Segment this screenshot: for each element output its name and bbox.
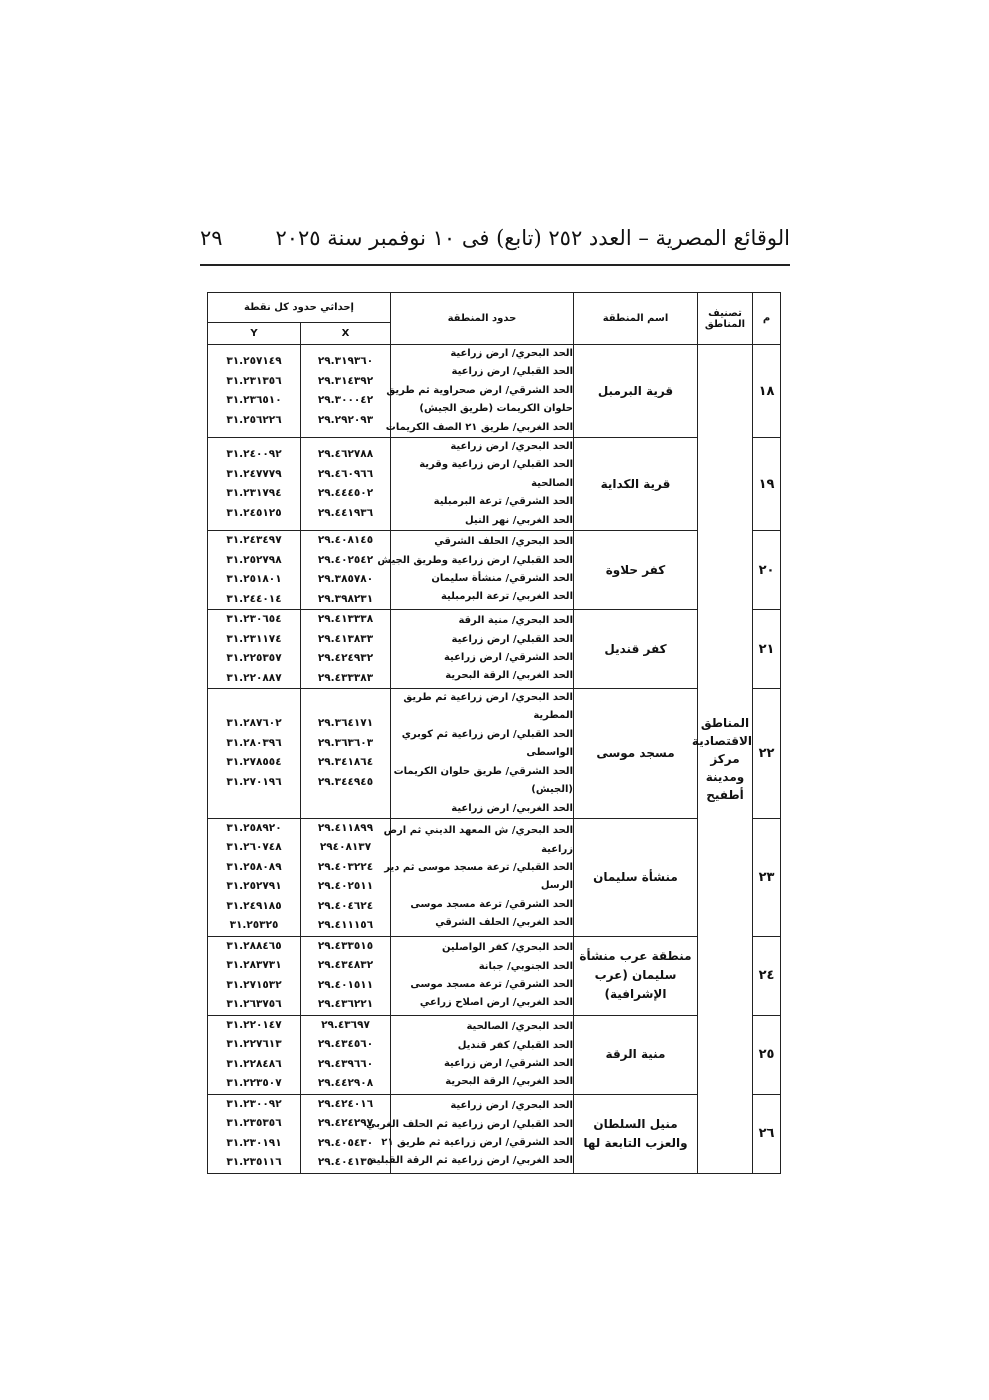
table-row bbox=[208, 610, 781, 689]
bound-line: الحد القبلي/ ارض زراعية bbox=[451, 366, 573, 378]
x-value: ٢٩.٤٣٣٥١٥ bbox=[317, 939, 374, 952]
table-row bbox=[208, 1094, 781, 1173]
x-value: ٢٩.٤٠٥٤٣٠ bbox=[317, 1136, 374, 1149]
x-coords bbox=[301, 689, 391, 819]
y-coords bbox=[208, 345, 301, 438]
bound-line: الحد الشرقي/ ارض زراعية ثم طريق ٢١ bbox=[381, 1136, 573, 1148]
y-value: ٣١.٢٤٤٠١٤ bbox=[226, 592, 282, 605]
x-value: ٢٩.٣٨٥٧٨٠ bbox=[317, 573, 374, 586]
x-coords bbox=[301, 438, 391, 531]
bound-line: الحد البحري/ الحلف الشرقي bbox=[434, 536, 573, 548]
bound-line: الصالحية bbox=[531, 477, 573, 489]
y-value: ٣١.٢٥٨٠٨٩ bbox=[226, 860, 282, 873]
region-bounds bbox=[391, 610, 574, 689]
x-value: ٢٩.٤٤٢٩٠٨ bbox=[317, 1077, 374, 1090]
table-row bbox=[208, 1015, 781, 1094]
bound-line: الحد الشرقي/ ترعة البرمبلية bbox=[433, 496, 573, 508]
region-bounds bbox=[383, 818, 574, 936]
bound-line: الحد البحري/ ارض زراعية bbox=[450, 1100, 573, 1112]
x-value: ٢٩.٣٤٤٩٤٥ bbox=[317, 775, 374, 788]
region-name: مسجد موسى bbox=[574, 689, 698, 819]
y-value: ٣١.٢٤٩١٨٥ bbox=[226, 899, 282, 912]
bound-line: الحد القبلي/ كفر قنديل bbox=[457, 1039, 573, 1051]
bound-line: الحد القبلي/ ارض زراعية bbox=[451, 633, 573, 645]
y-value: ٣١.٢٤٧٧٧٩ bbox=[226, 467, 282, 480]
bound-line: الحد الشرقي/ ارض زراعية bbox=[443, 1057, 573, 1069]
row-number: ٢٣ bbox=[753, 818, 781, 936]
x-value: ٢٩.٤٠٣٢٢٤ bbox=[317, 860, 374, 873]
x-coords bbox=[301, 345, 391, 438]
y-coords bbox=[208, 689, 301, 819]
bound-line: الحد الشرقي/ ارض زراعية bbox=[443, 652, 573, 664]
y-value: ٣١.٢٥٧١٤٩ bbox=[226, 355, 282, 368]
bound-line: الحد الغربي/ ارض اصلاح زراعي bbox=[419, 997, 573, 1009]
y-value: ٣١.٢٨٠٣٩٦ bbox=[226, 736, 282, 749]
x-coords bbox=[301, 610, 391, 689]
x-value: ٢٩.٤٠٢٥١١ bbox=[317, 880, 374, 893]
x-value: ٢٩.٤٤١٩٣٦ bbox=[317, 506, 374, 519]
row-number: ٢٦ bbox=[753, 1094, 781, 1173]
region-bounds bbox=[391, 438, 574, 531]
table-row bbox=[208, 345, 781, 438]
row-number: ٢٥ bbox=[753, 1015, 781, 1094]
y-value: ٣١.٢٧٠١٩٦ bbox=[226, 775, 282, 788]
x-value: ٢٩.٤٣٤٥٦٠ bbox=[317, 1038, 374, 1051]
x-value: ٢٩.٤٦٢٧٨٨ bbox=[317, 448, 374, 461]
bound-line: الحد الشرقي/ طريق حلوان الكريمات bbox=[393, 765, 573, 777]
bound-line: الحد الغربي/ ترعة البرمبلية bbox=[440, 591, 573, 603]
x-coords bbox=[301, 531, 391, 610]
y-value: ٣١.٢٥٢٧٩٨ bbox=[226, 553, 282, 566]
x-value: ٢٩.٤٣٤٨٣٢ bbox=[317, 959, 374, 972]
y-coords bbox=[208, 818, 301, 936]
bound-line: زراعية bbox=[541, 843, 573, 855]
bound-line: الحد البحري/ منية الرقة bbox=[458, 615, 573, 627]
table-row bbox=[208, 531, 781, 610]
y-value: ٣١.٢٨٣٧٣١ bbox=[226, 959, 282, 972]
bound-line: الحد الغربي/ طريق ٢١ الصف الكريمات bbox=[385, 421, 573, 433]
table-row bbox=[208, 689, 781, 819]
bound-line: الحد القبلي/ ارض زراعية وطريق الجيش bbox=[377, 554, 573, 566]
bound-line: الحد البحري/ كفر الواصلين bbox=[441, 942, 573, 954]
header-bounds: حدود المنطقة bbox=[391, 293, 574, 345]
y-value: ٣١.٢٥٢٧٩١ bbox=[226, 880, 282, 893]
x-value: ٢٩.٤١٣٨٣٣ bbox=[317, 632, 374, 645]
region-name: قرية البرمبل bbox=[574, 345, 698, 438]
y-value: ٣١.٢٣٥١١٦ bbox=[226, 1156, 282, 1169]
bound-line: الحد البحري/ ارض زراعية bbox=[450, 441, 573, 453]
region-name: قرية الكداية bbox=[574, 438, 698, 531]
header-name: اسم المنطقة bbox=[574, 293, 698, 345]
region-bounds bbox=[391, 936, 574, 1015]
x-value: ٢٩٤٠٨١٣٧ bbox=[319, 841, 372, 854]
x-value: ٢٩.٣٠٠٠٤٢ bbox=[317, 394, 374, 407]
gazette-title: الوقائع المصرية – العدد ٢٥٢ (تابع) فى ١٠ نوفمبر سنة ٢٠٢٥ bbox=[275, 226, 790, 250]
region-bounds bbox=[391, 1015, 574, 1094]
y-coords bbox=[208, 936, 301, 1015]
bound-line: الحد القبلي/ ترعة مسجد موسى ثم دير bbox=[384, 862, 573, 873]
x-value: ٢٩.٣٩٨٢٣١ bbox=[317, 592, 374, 605]
y-value: ٣١.٢٢٨٤٨٦ bbox=[226, 1057, 282, 1070]
table-row bbox=[208, 818, 781, 936]
bound-line: الحد الشرقي/ ترعة مسجد موسى bbox=[410, 978, 573, 990]
row-number: ٢٤ bbox=[753, 936, 781, 1015]
y-value: ٣١.٢٤٣٤٩٧ bbox=[226, 534, 282, 547]
bound-line: الحد الشرقي/ منشأة سليمان bbox=[431, 573, 573, 585]
y-value: ٣١.٢٣٥٣٥٦ bbox=[226, 1117, 282, 1130]
y-value: ٣١.٢٤٠٠٩٢ bbox=[226, 448, 282, 461]
y-value: ٣١.٢٢٥٣٥٧ bbox=[226, 652, 282, 665]
header-m: م bbox=[753, 293, 781, 345]
x-coords bbox=[301, 1015, 391, 1094]
y-coords bbox=[208, 438, 301, 531]
bound-line: حلوان الكريمات (طريق الجيش) bbox=[419, 403, 573, 415]
x-coords bbox=[301, 818, 391, 936]
y-value: ٣١.٢٥٣٢٥ bbox=[229, 919, 279, 932]
bound-line: الحد القبلي/ ارض زراعية ثم الحلف الغربي bbox=[366, 1118, 573, 1130]
y-value: ٣١.٢٣٦٥١٠ bbox=[226, 394, 282, 407]
y-value: ٣١.٢٤٥١٢٥ bbox=[226, 506, 282, 519]
x-coords bbox=[301, 936, 391, 1015]
bound-line: الحد الغربي/ الرقة البحرية bbox=[445, 670, 573, 682]
y-value: ٣١.٢٧١٥٣٢ bbox=[226, 978, 282, 991]
x-value: ٢٩.٤٦٠٩٦٦ bbox=[317, 467, 374, 480]
region-name: منية الرقة bbox=[574, 1015, 698, 1094]
x-value: ٢٩.٣١٩٣٦٠ bbox=[317, 355, 374, 368]
classification-cell: المناطق الاقتصادية مركز ومدينة أطفيح bbox=[698, 345, 753, 1174]
x-value: ٢٩.٤٢٤٩٣٢ bbox=[317, 652, 374, 665]
x-value: ٢٩.٤٣٦٩٧ bbox=[321, 1018, 370, 1031]
bound-line: الحد الغربي/ ارض زراعية ثم الرقة القبلية bbox=[370, 1155, 573, 1167]
row-number: ١٨ bbox=[753, 345, 781, 438]
x-value: ٢٩.٤٣٣٣٨٣ bbox=[317, 671, 374, 684]
bound-line: الواسطى bbox=[526, 747, 573, 759]
y-value: ٣١.٢٢٣٥٠٧ bbox=[226, 1077, 282, 1090]
y-value: ٣١.٢٥٨٩٢٠ bbox=[226, 821, 282, 834]
y-coords bbox=[208, 1094, 301, 1173]
x-value: ٢٩.٤١١٨٩٩ bbox=[317, 821, 374, 834]
bound-line: الحد البحري/ ارض زراعية bbox=[450, 348, 573, 359]
y-value: ٣١.٢٧٨٥٥٤ bbox=[226, 756, 282, 769]
bound-line: الحد الجنوبي/ جبانة bbox=[478, 960, 573, 972]
bound-line: الحد الشرقي/ ارض صحراوية ثم طريق bbox=[386, 384, 573, 396]
header-x: X bbox=[301, 323, 391, 345]
bound-line: الحد القبلي/ ارض زراعية ثم كوبري bbox=[401, 728, 573, 740]
row-number: ١٩ bbox=[753, 438, 781, 531]
x-value: ٢٩.٤١١١٥٦ bbox=[317, 919, 374, 932]
page-header bbox=[200, 226, 790, 266]
header-classification: تصنيف المناطق bbox=[698, 293, 753, 345]
x-value: ٢٩.٢٩٢٠٩٣ bbox=[317, 413, 374, 426]
x-value: ٢٩.٤٠٤٦٢٤ bbox=[317, 899, 374, 912]
y-value: ٣١.٢٣٠١٩١ bbox=[226, 1136, 282, 1149]
region-name: كفر قنديل bbox=[574, 610, 698, 689]
y-value: ٣١.٢٣١٣٥٦ bbox=[226, 374, 282, 387]
bound-line: (الجيش) bbox=[531, 784, 573, 796]
bound-line: الحد الغربي/ الرقة البحرية bbox=[445, 1076, 573, 1088]
x-value: ٢٩.٤٠٨١٤٥ bbox=[317, 534, 374, 547]
y-coords bbox=[208, 1015, 301, 1094]
bound-line: الحد البحري/ ارض زراعية ثم طريق bbox=[403, 692, 573, 704]
y-coords bbox=[208, 610, 301, 689]
region-name: منشأة سليمان bbox=[574, 818, 698, 936]
bound-line: الحد الغربي/ نهر النيل bbox=[464, 514, 573, 526]
x-value: ٢٩.٤١٣٣٣٨ bbox=[317, 613, 374, 626]
y-value: ٣١.٢٦٠٧٤٨ bbox=[226, 841, 282, 854]
y-value: ٣١.٢٨٨٤٦٥ bbox=[226, 939, 282, 952]
bound-line: الحد الشرقي/ ترعة مسجد موسى bbox=[410, 898, 573, 910]
region-name: منيل السلطان والعزب التابعة لها bbox=[574, 1094, 698, 1173]
table-row bbox=[208, 936, 781, 1015]
table-row bbox=[208, 438, 781, 531]
y-value: ٣١.٢٢٠١٤٧ bbox=[226, 1018, 282, 1031]
header-y: Y bbox=[208, 323, 301, 345]
x-value: ٢٩.٤٣٦٢٢١ bbox=[317, 998, 374, 1011]
y-value: ٣١.٢٣١٧٩٤ bbox=[226, 487, 282, 500]
y-value: ٣١.٢٨٧٦٠٢ bbox=[226, 717, 282, 730]
regions-table bbox=[207, 292, 781, 1174]
header-coords: إحداثي حدود كل نقطة bbox=[208, 293, 391, 323]
bound-line: الحد البحري/ الصالحية bbox=[466, 1021, 573, 1033]
x-value: ٢٩.٣١٤٣٩٢ bbox=[317, 374, 374, 387]
region-bounds bbox=[366, 1094, 574, 1173]
x-value: ٢٩.٣٤١٨٦٤ bbox=[317, 756, 374, 769]
y-value: ٣١.٢٣١١٧٤ bbox=[226, 632, 282, 645]
x-value: ٢٩.٤٠٤١٣٥ bbox=[317, 1156, 374, 1169]
row-number: ٢٢ bbox=[753, 689, 781, 819]
y-value: ٣١.٢٥١٨٠١ bbox=[226, 573, 282, 586]
x-value: ٢٩.٣٦٣٦٠٣ bbox=[317, 736, 374, 749]
bound-line: الحد البحري/ ش المعهد الديني ثم ارض bbox=[383, 825, 573, 837]
x-value: ٢٩.٤٠٢٥٤٢ bbox=[317, 553, 374, 566]
x-value: ٢٩.٤٤٤٥٠٢ bbox=[317, 487, 374, 500]
region-bounds bbox=[385, 345, 574, 438]
x-value: ٢٩.٤٢٤٢٩٧ bbox=[317, 1117, 374, 1130]
region-name: كفر حلاوة bbox=[574, 531, 698, 610]
bound-line: الرسل bbox=[540, 880, 573, 892]
page-number: ٢٩ bbox=[200, 226, 223, 250]
bound-line: الحد القبلي/ ارض زراعية وقرية bbox=[419, 459, 573, 471]
bound-line: الحد الغربي/ الحلف الشرقي bbox=[435, 917, 573, 929]
region-name: منطقة عرب منشأة سليمان (عرب الإشرافية) bbox=[574, 936, 698, 1015]
bound-line: الحد الغربي/ ارض زراعية bbox=[451, 802, 573, 814]
region-bounds bbox=[391, 689, 574, 819]
x-value: ٢٩.٤٢٤٠١٦ bbox=[317, 1097, 374, 1110]
y-value: ٣١.٢٦٣٧٥٦ bbox=[226, 998, 282, 1011]
row-number: ٢١ bbox=[753, 610, 781, 689]
region-bounds bbox=[377, 531, 574, 610]
y-value: ٣١.٢٣٠٦٥٤ bbox=[226, 613, 282, 626]
y-value: ٣١.٢٢٧٦١٣ bbox=[226, 1038, 282, 1051]
row-number: ٢٠ bbox=[753, 531, 781, 610]
y-coords bbox=[208, 531, 301, 610]
x-value: ٢٩.٣٦٤١٧١ bbox=[317, 717, 374, 730]
y-value: ٣١.٢٣٠٠٩٢ bbox=[226, 1097, 282, 1110]
bound-line: المطرية bbox=[533, 710, 573, 722]
y-value: ٣١.٢٥٦٢٢٦ bbox=[226, 413, 282, 426]
x-value: ٢٩.٤٠١٥١١ bbox=[317, 978, 374, 991]
x-value: ٢٩.٤٣٩٦٦٠ bbox=[317, 1057, 374, 1070]
y-value: ٣١.٢٢٠٨٨٧ bbox=[226, 671, 282, 684]
